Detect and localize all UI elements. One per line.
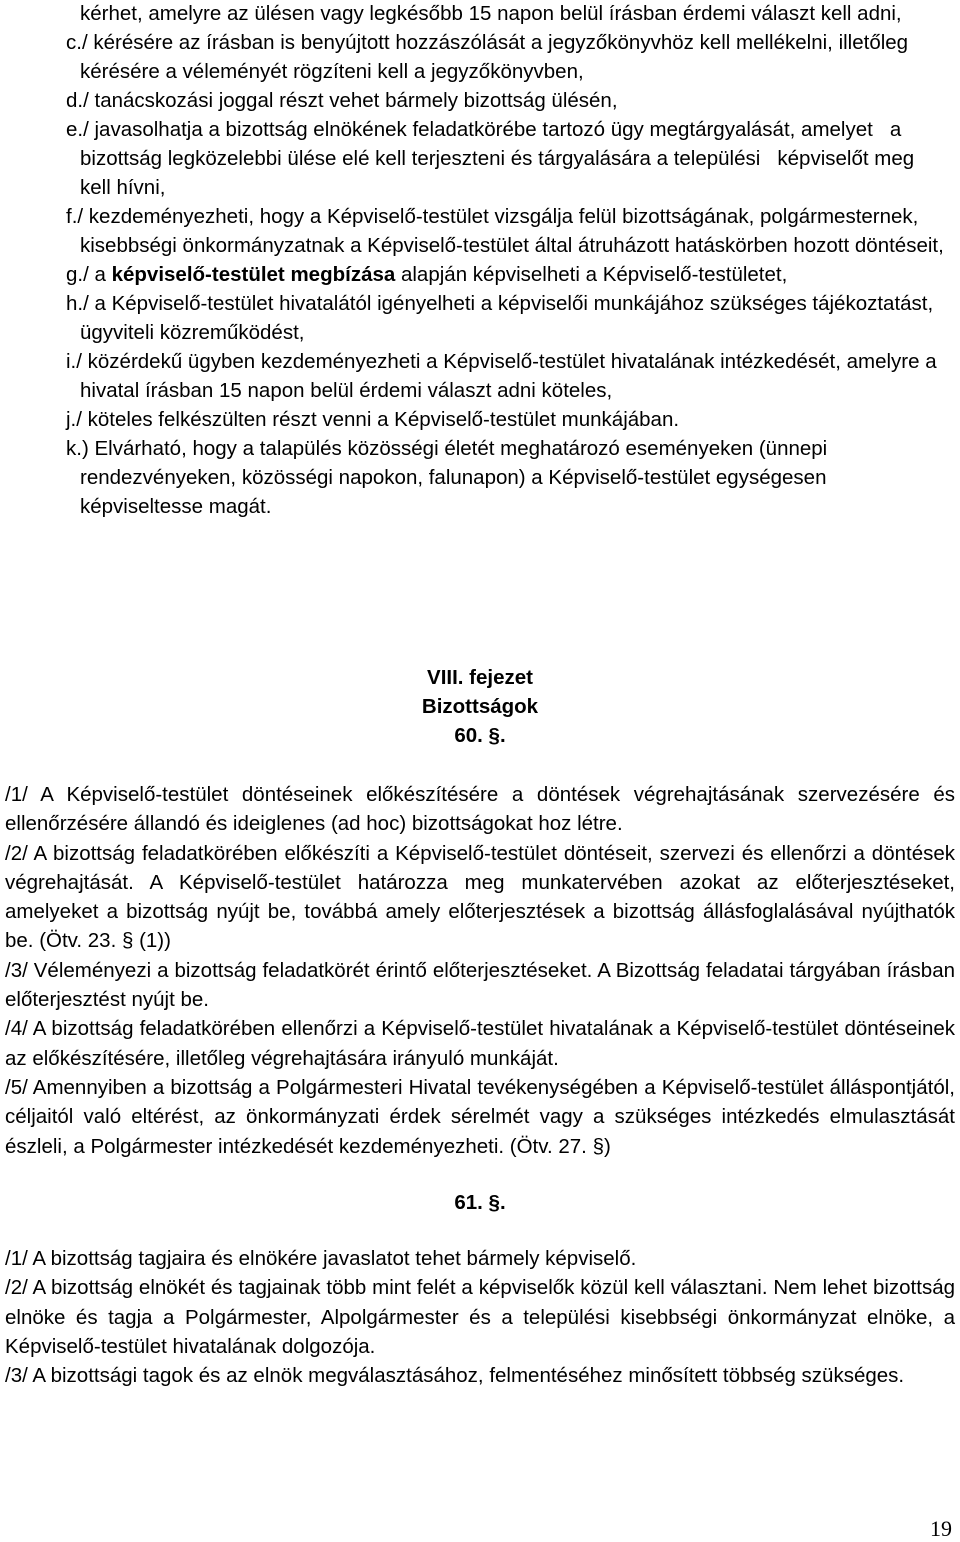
list-marker: f./: [66, 205, 84, 228]
list-text: kérésére az írásban is benyújtott hozzászólását a jegyzőkönyvhöz kell mellékelni, illetőleg kérésére a véleményét rögzíteni kell a jegyzőkönyvben,: [80, 31, 909, 83]
page-number: 19: [930, 1516, 952, 1541]
paragraph: /1/ A bizottság tagjaira és elnökére javaslatot tehet bármely képviselő.: [5, 1247, 637, 1270]
list-text: Elvárható, hogy a talapülés közösségi életét meghatározó eseményeken (ünnepi rendezvényeken, közösségi napokon, falunapon) a Képviselő-testület egységesen képviseltesse magát.: [80, 437, 828, 518]
list-continuation: kérhet, amelyre az ülésen vagy legkésőbb 15 napon belül írásban érdemi választ kell adni,: [80, 2, 902, 25]
list-item-j: [66, 405, 946, 434]
list-marker: i./: [66, 350, 82, 373]
paragraph: /4/ A bizottság feladatkörében ellenőrzi a Képviselő-testület hivatalának a Képviselő-testület döntéseinek az előkészítésére, illetőleg végrehajtására irányuló munkáját.: [5, 1017, 955, 1070]
list-item-k: [66, 434, 946, 521]
list-marker: g./: [66, 263, 89, 286]
paragraph: /3/ A bizottsági tagok és az elnök megválasztásához, felmentéséhez minősített többség szükséges.: [5, 1364, 905, 1388]
list-text: a Képviselő-testület hivatalától igényelheti a képviselői munkájához szükséges tájékoztatást, ügyviteli közreműködést,: [80, 292, 934, 344]
list-item-g: [66, 260, 946, 289]
list-text-bold: képviselő-testület megbízása: [111, 263, 396, 286]
paragraph: /1/ A Képviselő-testület döntéseinek előkészítésére a döntések végrehajtásának szervezésére és ellenőrzésére állandó és ideiglenes (ad hoc) bizottságokat hoz létre.: [5, 783, 955, 836]
section-heading-61: 61. §.: [454, 1191, 506, 1214]
list-marker: j./: [66, 408, 82, 431]
list-text: a: [88, 263, 112, 286]
list-text: tanácskozási joggal részt vehet bármely bizottság ülésén,: [88, 89, 618, 112]
list-marker: d./: [66, 89, 89, 112]
enumerated-list: [66, 0, 946, 521]
list-marker: h./: [66, 292, 89, 315]
paragraph: /5/ Amennyiben a bizottság a Polgármesteri Hivatal tevékenységében a Képviselő-testület álláspontjától, céljaitól való eltérést, az önkormányzati érdek sérelmét vagy a szükséges intézkedés elmulasztását észleli, a Polgármester intézkedését kezdeményezheti. (Ötv. 27. §): [5, 1075, 955, 1158]
section-60-body: [5, 780, 955, 1161]
list-text: köteles felkészülten részt venni a Képviselő-testület munkájában.: [81, 408, 680, 431]
paragraph: /2/ A bizottság elnökét és tagjainak több mint felét a képviselők közül kell választani. Nem lehet bizottság elnöke és tagja a Polgármester, Alpolgármester és a települési kisebbségi önkormányzat elnöke, a Képviselő-testület hivatalának dolgozója.: [5, 1276, 955, 1358]
chapter-number: VIII. fejezet: [427, 666, 533, 689]
list-text: alapján képviselheti a Képviselő-testületet,: [395, 263, 788, 286]
list-text: javasolhatja a bizottság elnökének feladatkörébe tartozó ügy megtárgyalását, amelyet a bizottság legközelebbi ülése elé kell terjeszteni és tárgyalására a települési képviselőt meg kell hívni,: [80, 118, 920, 199]
paragraph: /2/ A bizottság feladatkörében előkészíti a Képviselő-testület döntéseit, szervezi és ellenőrzi a döntések végrehajtását. A Képviselő-testület határozza meg munkatervében azokat az előterjesztéseket, amelyeket a bizottság nyújt be, továbbá amely előterjesztések a bizottság állásfoglalásával nyújthatók be. (Ötv. 23. § (1)): [5, 841, 955, 953]
list-item-c: [66, 28, 946, 86]
list-text: közérdekű ügyben kezdeményezheti a Képviselő-testület hivatalának intézkedését, amelyre a hivatal írásban 15 napon belül érdemi választ adni köteles,: [80, 350, 937, 402]
paragraph: /3/ Véleményezi a bizottság feladatkörét érintő előterjesztéseket. A Bizottság feladatai tárgyában írásban előterjesztést nyújt be.: [5, 958, 955, 1012]
list-item-e: [66, 115, 946, 202]
list-item-d: [66, 86, 946, 115]
list-item-i: [66, 347, 946, 405]
list-item-h: [66, 289, 946, 347]
list-marker: e./: [66, 118, 89, 141]
list-item-f: [66, 202, 946, 260]
chapter-title: Bizottságok: [421, 695, 539, 718]
list-marker: k.): [66, 437, 89, 460]
list-marker: c./: [66, 31, 88, 54]
section-61-body: [5, 1244, 955, 1390]
list-text: kezdeményezheti, hogy a Képviselő-testület vizsgálja felül bizottságának, polgármesternek, kisebbségi önkormányzatnak a Képviselő-testület által átruházott hatáskörben hozott döntéseit,: [80, 205, 944, 257]
section-heading-60: 60. §.: [454, 724, 506, 747]
